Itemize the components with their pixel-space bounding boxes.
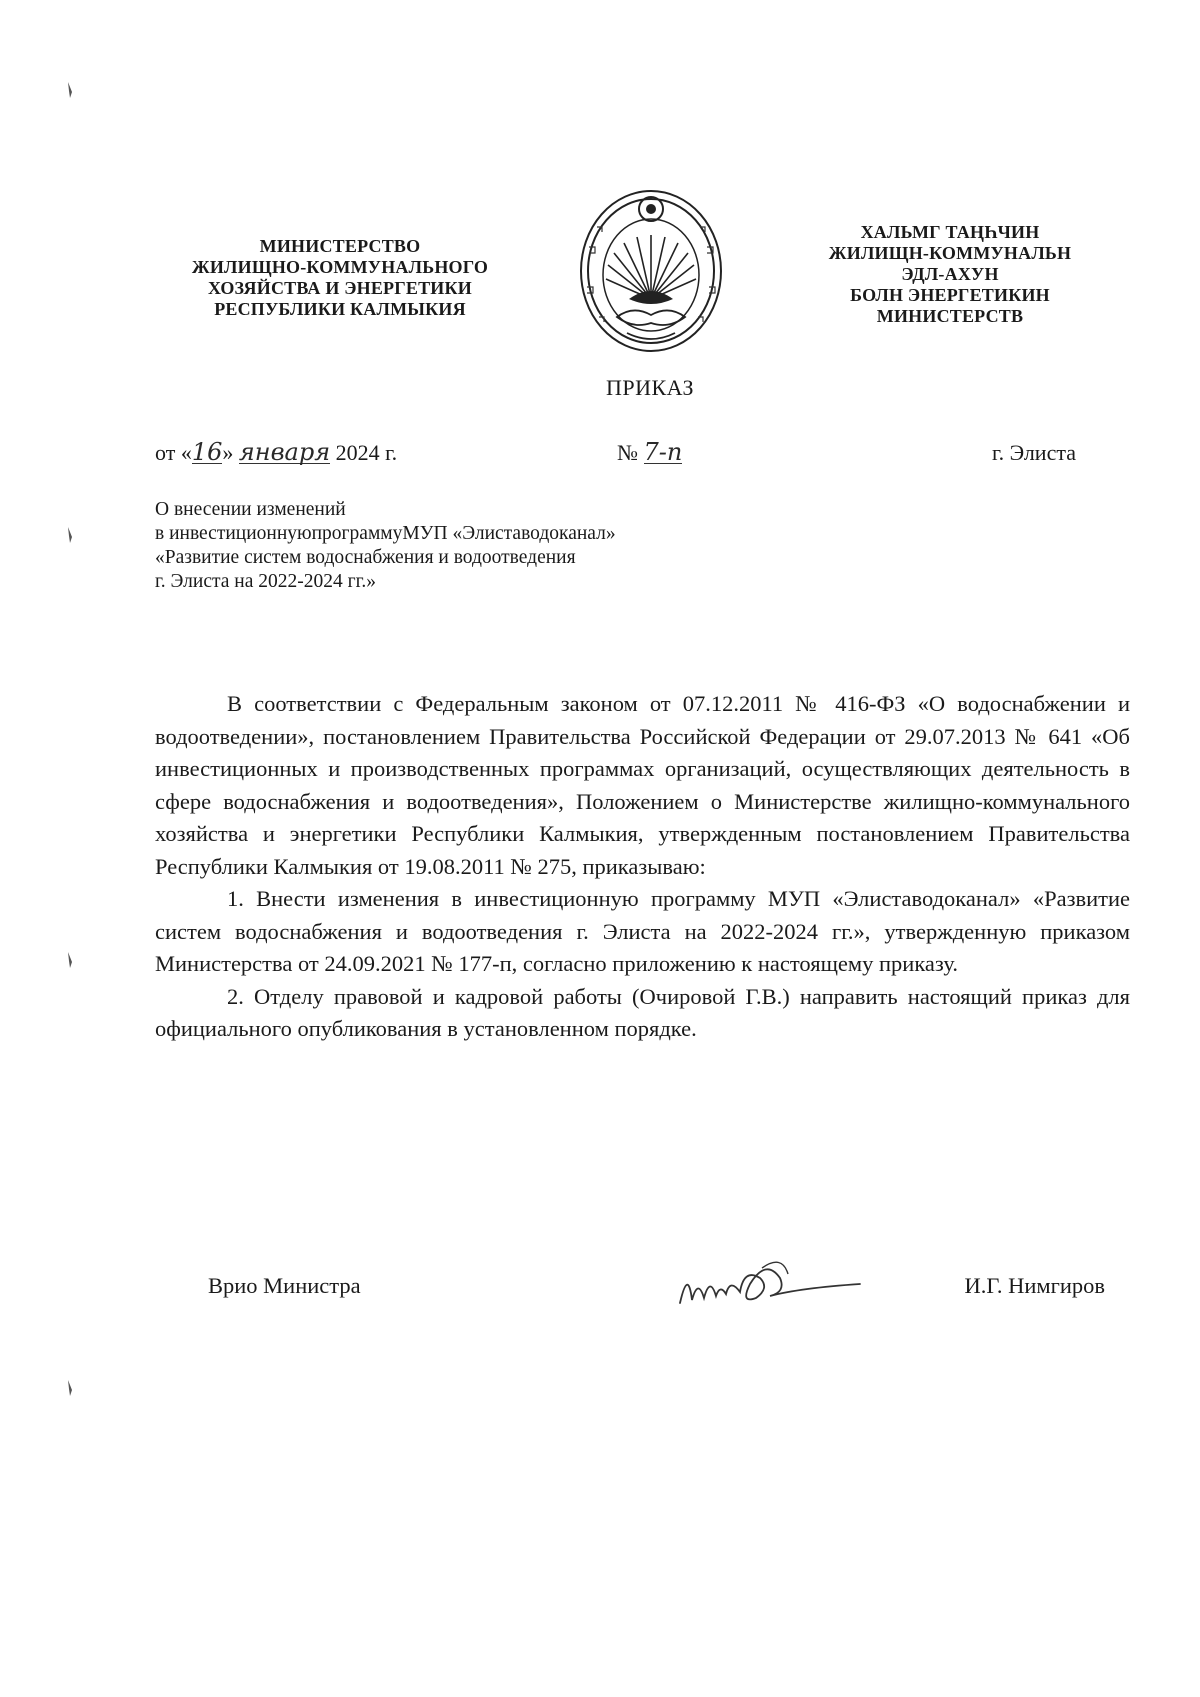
date-prefix: от « — [155, 440, 192, 465]
subject-line: г. Элиста на 2022-2024 гг.» — [155, 571, 377, 592]
date-day-handwritten: 16 — [191, 438, 223, 466]
org-ru-line: РЕСПУБЛИКИ КАЛМЫКИЯ — [214, 299, 466, 319]
document-type-title: ПРИКАЗ — [605, 375, 695, 400]
body-paragraph-item-1: 1. Внести изменения в инвестиционную программу МУП «Элиставодоканал» «Развитие систем водоснабжения и водоотведения г. Элиста на 2022-2024 гг.», утвержденную приказом Министерства от 24.09.2021 № 177-п, согласно приложению к настоящему приказу. — [155, 886, 1130, 976]
signature-block — [0, 1248, 1200, 1328]
org-ru-line: ЖИЛИЩНО-КОММУНАЛЬНОГО — [191, 257, 489, 277]
subject-line: в инвестиционнуюпрограммуМУП «Элиставодоканал» — [155, 523, 616, 544]
subject-line: «Развитие систем водоснабжения и водоотведения — [155, 547, 576, 568]
margin-mark-icon — [66, 952, 74, 968]
org-name-kalmyk — [790, 222, 1110, 327]
margin-mark-icon — [66, 1380, 74, 1396]
signatory-name: И.Г. Нимгиров — [964, 1273, 1105, 1298]
org-kalm-line: ХАЛЬМГ ТАҢҺЧИН — [860, 222, 1040, 242]
order-subject — [155, 498, 616, 594]
margin-mark-icon — [66, 82, 74, 98]
org-kalm-line: ЖИЛИЩН-КОММУНАЛЬН — [828, 243, 1072, 263]
coat-of-arms-icon — [577, 187, 725, 355]
body-paragraph-item-2: 2. Отделу правовой и кадровой работы (Очировой Г.В.) направить настоящий приказ для официального опубликования в установленном порядке. — [155, 983, 1130, 1041]
order-date — [155, 440, 397, 466]
number-handwritten: 7-п — [643, 438, 683, 466]
org-name-russian — [160, 236, 520, 320]
date-mid: » — [222, 440, 234, 465]
org-ru-line: ХОЗЯЙСТВА И ЭНЕРГЕТИКИ — [208, 278, 472, 298]
date-year: 2024 г. — [335, 440, 398, 465]
body-paragraph-preamble: В соответствии с Федеральным законом от 07.12.2011 № 416-ФЗ «О водоснабжении и водоотведении», постановлением Правительства Российской Федерации от 29.07.2013 № 641 «Об инвестиционных и производственных программах организаций, осуществляющих деятельность в сфере водоснабжения и водоотведения», Положением о Министерстве жилищно-коммунального хозяйства и энергетики Республики Калмыкия, утвержденным постановлением Правительства Республики Калмыкия от 19.08.2011 № 275, приказываю: — [155, 691, 1130, 879]
date-month-handwritten: января — [238, 438, 331, 466]
city: г. Элиста — [992, 440, 1076, 465]
org-kalm-line: ЭДЛ-АХУН — [901, 264, 999, 284]
number-prefix: № — [617, 440, 638, 465]
order-number — [617, 440, 682, 466]
org-kalm-line: МИНИСТЕРСТВ — [876, 306, 1024, 326]
order-body — [155, 688, 1130, 1046]
subject-line: О внесении изменений — [155, 499, 346, 520]
signatory-title: Врио Министра — [208, 1273, 361, 1298]
handwritten-signature-icon — [670, 1248, 870, 1318]
org-kalm-line: БОЛН ЭНЕРГЕТИКИН — [850, 285, 1050, 305]
margin-mark-icon — [66, 527, 74, 543]
org-ru-line: МИНИСТЕРСТВО — [259, 236, 421, 256]
